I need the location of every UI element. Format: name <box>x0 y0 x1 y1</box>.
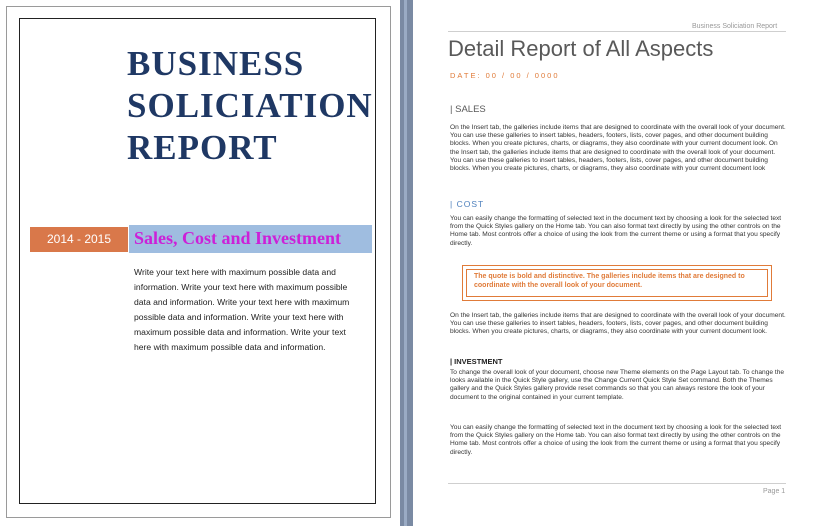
report-date: DATE: 00 / 00 / 0000 <box>450 71 560 80</box>
sales-text: On the Insert tab, the galleries include items that are designed to coordinate with the overall look of your document. You can use these galleries to insert tables, headers, footers, lists, cover pages, and other document building blocks. When you create pictures, charts, or diagrams, they also coordinate with your current document look. On the Insert tab, the galleries include items that are designed to coordinate with the overall look of your document. You can use these galleries to insert tables, headers, footers, lists, cover pages, and other document building blocks. When you create pictures, charts, or diagrams, they also coordinate with your current document look <box>450 124 786 173</box>
cover-title-line-1: BUSINESS <box>127 44 305 83</box>
quote-text: The quote is bold and distinctive. The galleries include items that are designed to coordinate with the overall look of your document. <box>474 273 745 289</box>
cover-subtitle: Sales, Cost and Investment <box>134 228 342 248</box>
page-number: Page 1 <box>763 488 786 495</box>
header-rule <box>448 31 786 32</box>
cover-title-line-2: SOLICIATION <box>127 86 373 125</box>
sales-heading: | SALES <box>450 104 486 115</box>
detail-title: Detail Report of All Aspects <box>448 36 714 61</box>
cover-title-line-3: REPORT <box>127 128 278 167</box>
investment-text-1: To change the overall look of your document, choose new Theme elements on the Page Layout tab. To change the looks available in the Quick Style gallery, use the Change Current Quick Style Set command. Both the Themes gallery and the Quick Styles gallery provide reset commands so that you can always restore the look of your document to the original contained in your current template. <box>450 369 785 401</box>
page-divider-highlight <box>404 0 407 526</box>
footer-rule <box>448 483 786 484</box>
investment-heading: | INVESTMENT <box>450 357 503 366</box>
investment-text-2: You can easily change the formatting of selected text in the document text by choosing a look for the selected text from the Quick Styles gallery on the Home tab. You can also format text directly by using the other controls on the Home tab. Most controls offer a choice of using the look from the current theme or using a format that you specify directly. <box>450 424 782 456</box>
year-band: 2014 - 2015 <box>30 227 128 252</box>
cost-text: You can easily change the formatting of selected text in the document text by choosing a look for the selected text from the Quick Styles gallery on the Home tab. You can also format text directly by using the other controls on the Home tab. Most controls offer a choice of using the look from the current theme or using a format that you specify directly. <box>450 215 782 247</box>
cover-body-text: Write your text here with maximum possible data and information. Write your text here with maximum possible data and information. Write your text here with maximum possible data and information. Write your text here with maximum possible data and information. Write your text here with maximum possible data and information. <box>134 267 350 352</box>
after-quote-text: On the Insert tab, the galleries include items that are designed to coordinate with the overall look of your document. You can use these galleries to insert tables, headers, footers, lists, cover pages, and other document building blocks. When you create pictures, charts, or diagrams, they also coordinate with your current document look. <box>450 312 786 336</box>
running-header: Business Soliciation Report <box>692 23 778 30</box>
cost-heading: | COST <box>450 199 485 209</box>
